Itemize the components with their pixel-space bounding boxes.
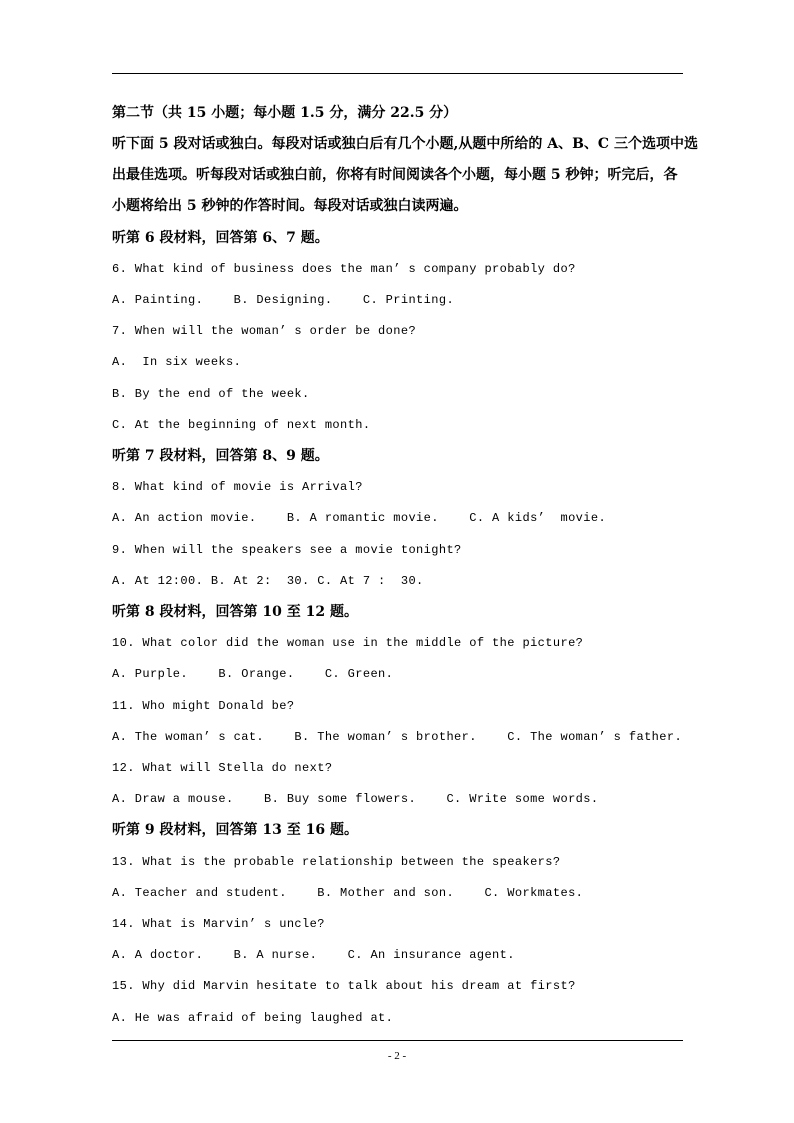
option-line: A. At 12:00. B. At 2: 30. C. At 7 : 30. bbox=[112, 574, 424, 588]
question-line: 13. What is the probable relationship between the speakers? bbox=[112, 855, 561, 869]
question-line: 6. What kind of business does the man’ s company probably do? bbox=[112, 262, 576, 276]
question-line: 12. What will Stella do next? bbox=[112, 761, 333, 775]
group-heading: 听第 8 段材料，回答第 10 至 12 题。 bbox=[112, 604, 358, 620]
section-header: 第二节（共 15 小题；每小题 1.5 分，满分 22.5 分） bbox=[112, 105, 458, 121]
header-rule bbox=[112, 73, 683, 74]
option-line: A. An action movie. B. A romantic movie. C. A kids’ movie. bbox=[112, 511, 607, 525]
page-number: - 2 - bbox=[387, 1050, 407, 1062]
instruction-line: 出最佳选项。听每段对话或独白前，你将有时间阅读各个小题，每小题 5 秒钟；听完后，各 bbox=[112, 167, 678, 183]
option-line: A. Painting. B. Designing. C. Printing. bbox=[112, 293, 455, 307]
question-line: 11. Who might Donald be? bbox=[112, 699, 295, 713]
question-line: 10. What color did the woman use in the middle of the picture? bbox=[112, 636, 584, 650]
option-line: C. At the beginning of next month. bbox=[112, 418, 371, 432]
instruction-line: 听下面 5 段对话或独白。每段对话或独白后有几个小题,从题中所给的 A、B、C 三个选项中选 bbox=[112, 136, 698, 152]
option-line: B. By the end of the week. bbox=[112, 387, 310, 401]
option-line: A. Draw a mouse. B. Buy some flowers. C. Write some words. bbox=[112, 792, 599, 806]
option-line: A. Purple. B. Orange. C. Green. bbox=[112, 667, 394, 681]
option-line: A. Teacher and student. B. Mother and son. C. Workmates. bbox=[112, 886, 584, 900]
option-line: A. In six weeks. bbox=[112, 355, 242, 369]
option-line: A. A doctor. B. A nurse. C. An insurance agent. bbox=[112, 948, 515, 962]
group-heading: 听第 7 段材料，回答第 8、9 题。 bbox=[112, 448, 329, 464]
question-line: 15. Why did Marvin hesitate to talk about his dream at first? bbox=[112, 979, 576, 993]
instruction-line: 小题将给出 5 秒钟的作答时间。每段对话或独白读两遍。 bbox=[112, 198, 468, 214]
option-line: A. The woman’ s cat. B. The woman’ s brother. C. The woman’ s father. bbox=[112, 730, 683, 744]
question-line: 8. What kind of movie is Arrival? bbox=[112, 480, 363, 494]
group-heading: 听第 9 段材料，回答第 13 至 16 题。 bbox=[112, 822, 358, 838]
question-line: 9. When will the speakers see a movie tonight? bbox=[112, 543, 462, 557]
group-heading: 听第 6 段材料，回答第 6、7 题。 bbox=[112, 230, 329, 246]
option-line: A. He was afraid of being laughed at. bbox=[112, 1011, 394, 1025]
question-line: 7. When will the woman’ s order be done? bbox=[112, 324, 417, 338]
footer-rule bbox=[112, 1040, 683, 1041]
question-line: 14. What is Marvin’ s uncle? bbox=[112, 917, 325, 931]
